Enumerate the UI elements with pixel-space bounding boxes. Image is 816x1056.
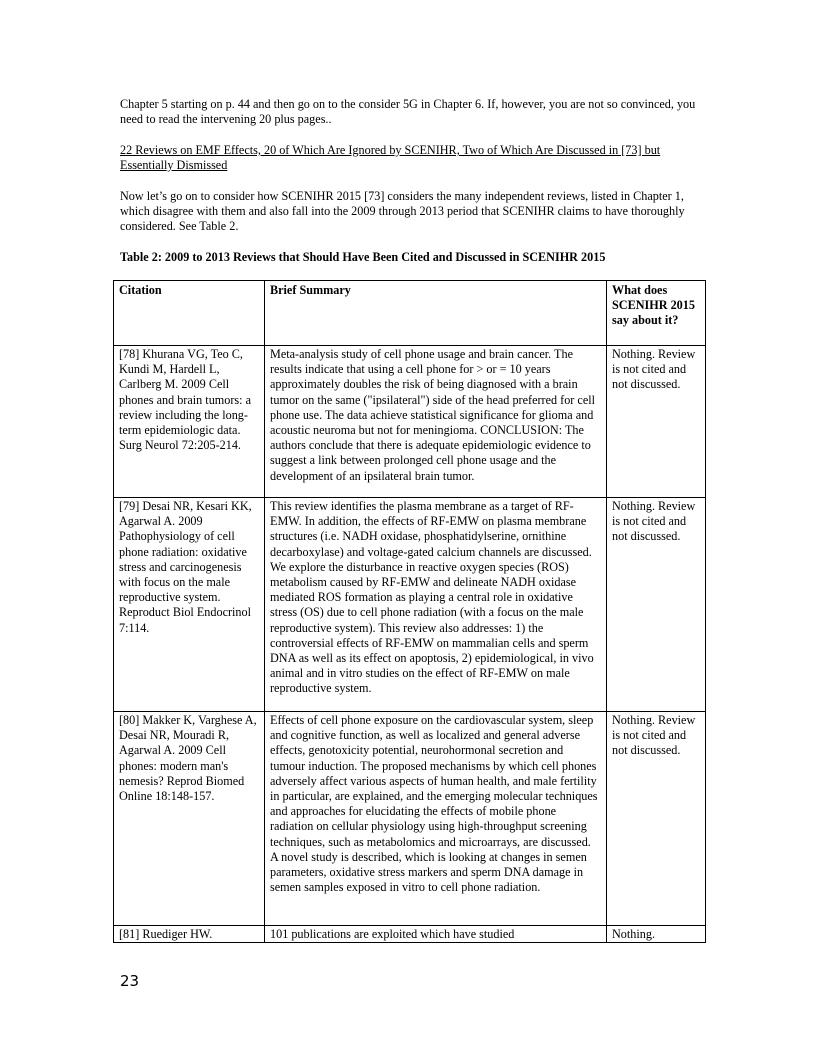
table-row — [114, 926, 706, 943]
section-heading: 22 Reviews on EMF Effects, 20 of Which Are Ignored by SCENIHR, Two of Which Are Discussed in [73] but Essentially Dismissed — [120, 143, 661, 173]
table-title: Table 2: 2009 to 2013 Reviews that Should Have Been Cited and Discussed in SCENIHR 2015 — [120, 250, 606, 264]
response-cell: Nothing. — [607, 926, 706, 943]
response-cell: Nothing. Review is not cited and not discussed. — [607, 346, 706, 498]
reviews-table — [113, 280, 706, 943]
summary-cell: Meta-analysis study of cell phone usage and brain cancer. The results indicate that using a cell phone for > or = 10 years approximately doubles the risk of being diagnosed with a brain tumor on the same ("ipsilateral") side of the head preferred for cell phone use. The data achieve statistical significance for glioma and acoustic neuroma but not for meningioma. CONCLUSION: The authors conclude that there is adequate epidemiologic evidence to suggest a link between prolonged cell phone usage and the development of an ipsilateral brain tumor. — [265, 346, 607, 498]
citation-cell: [78] Khurana VG, Teo C, Kundi M, Hardell L, Carlberg M. 2009 Cell phones and brain tumors: a review including the long-term epidemiologic data. Surg Neurol 72:205-214. — [114, 346, 265, 498]
header-scenihr-response: What does SCENIHR 2015 say about it? — [607, 281, 706, 346]
table-header-row — [114, 281, 706, 346]
summary-cell: This review identifies the plasma membrane as a target of RF-EMW. In addition, the effects of RF-EMW on plasma membrane structures (i.e. NADH oxidase, phosphatidylserine, ornithine decarboxylase) and voltage-gated calcium channels are discussed. We explore the disturbance in reactive oxygen species (ROS) metabolism caused by RF-EMW and delineate NADH oxidase mediated ROS formation as playing a central role in oxidative stress (OS) due to cell phone radiation (with a focus on the male reproductive system). This review also addresses: 1) the controversial effects of RF-EMW on mammalian cells and sperm DNA as well as its effect on apoptosis, 2) epidemiological, in vivo animal and in vitro studies on the effect of RF-EMW on male reproductive system. — [265, 498, 607, 712]
citation-cell: [81] Ruediger HW. — [114, 926, 265, 943]
citation-cell: [79] Desai NR, Kesari KK, Agarwal A. 2009 Pathophysiology of cell phone radiation: oxidative stress and carcinogenesis with focus on the male reproductive system. Reproduct Biol Endocrinol 7:114. — [114, 498, 265, 712]
table-row — [114, 346, 706, 498]
body-paragraph: Now let’s go on to consider how SCENIHR 2015 [73] considers the many independent reviews, listed in Chapter 1, which disagree with them and also fall into the 2009 through 2013 period that SCENIHR claims to have thoroughly considered. See Table 2. — [120, 189, 685, 234]
summary-cell: Effects of cell phone exposure on the cardiovascular system, sleep and cognitive function, as well as localized and general adverse effects, genotoxicity potential, neurohormonal secretion and tumour induction. The proposed mechanisms by which cell phones adversely affect various aspects of human health, and male fertility in particular, are explained, and the emerging molecular techniques and approaches for elucidating the effects of mobile phone radiation on cellular physiology using high-throughput screening techniques, such as metabolomics and microarrays, are discussed. A novel study is described, which is looking at changes in semen parameters, oxidative stress markers and sperm DNA damage in semen samples exposed in vitro to cell phone radiation. — [265, 712, 607, 926]
citation-cell: [80] Makker K, Varghese A, Desai NR, Mouradi R, Agarwal A. 2009 Cell phones: modern man's nemesis? Reprod Biomed Online 18:148-157. — [114, 712, 265, 926]
header-brief-summary: Brief Summary — [265, 281, 607, 346]
intro-paragraph: Chapter 5 starting on p. 44 and then go on to the consider 5G in Chapter 6. If, however, you are not so convinced, you need to read the intervening 20 plus pages.. — [120, 97, 696, 127]
header-citation: Citation — [114, 281, 265, 346]
response-cell: Nothing. Review is not cited and not discussed. — [607, 712, 706, 926]
table-row — [114, 712, 706, 926]
summary-cell: 101 publications are exploited which have studied — [265, 926, 607, 943]
page-number: 23 — [120, 972, 140, 990]
table-row — [114, 498, 706, 712]
response-cell: Nothing. Review is not cited and not discussed. — [607, 498, 706, 712]
